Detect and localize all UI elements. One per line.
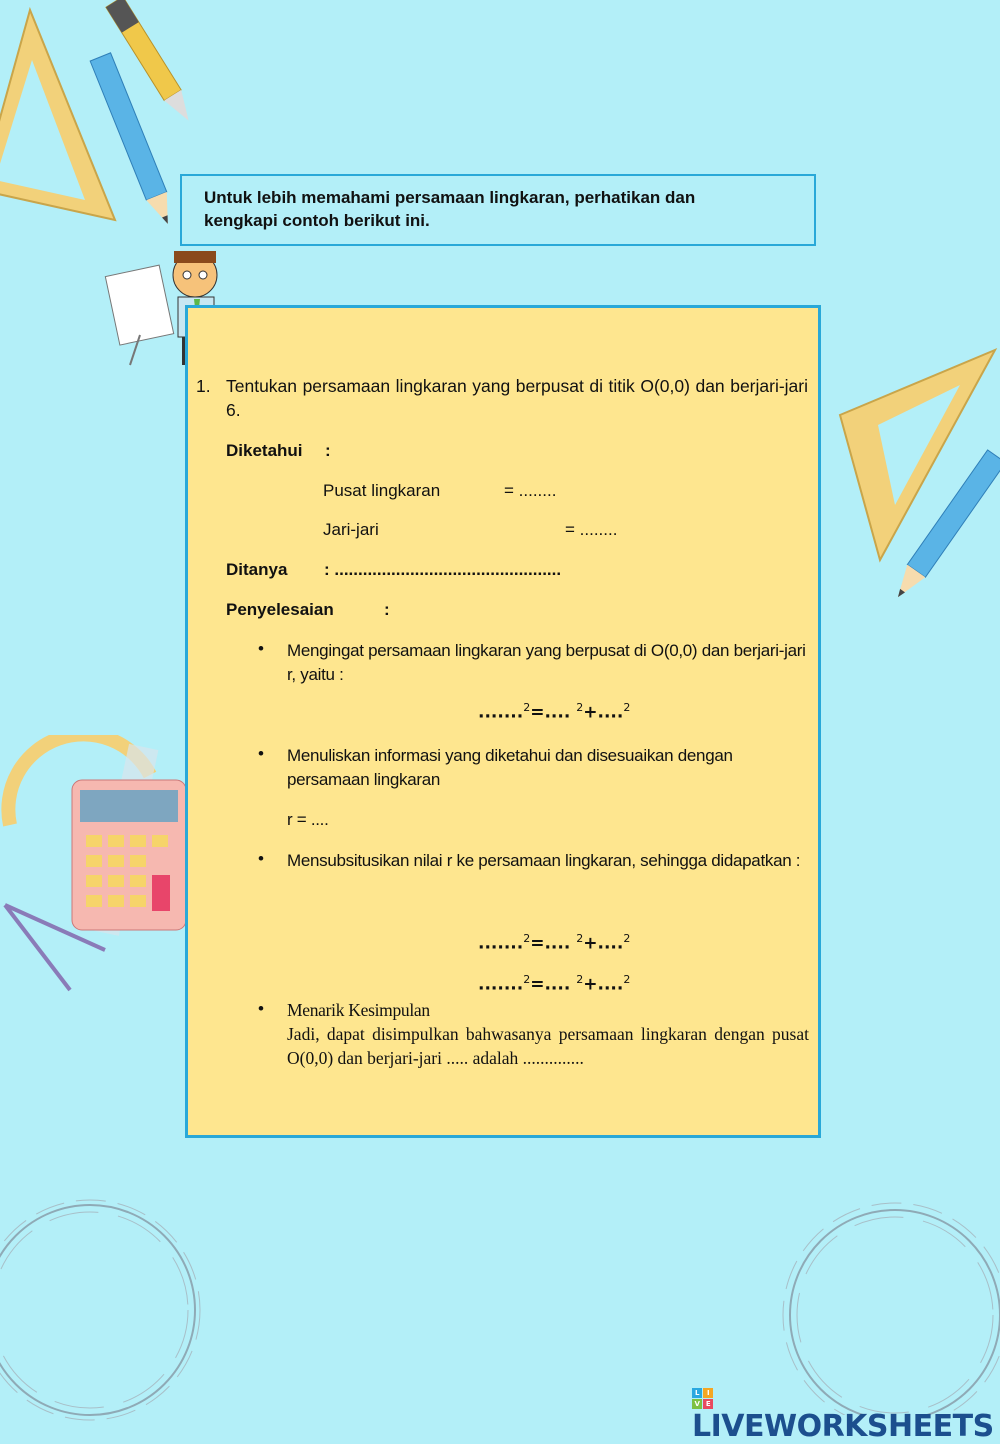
- step2-r-value[interactable]: r = ....: [287, 810, 329, 829]
- liveworksheets-logo-icon: L I V E: [692, 1388, 713, 1409]
- equation-1[interactable]: .......$^2$=.... $^2$+....$^2$: [478, 701, 631, 723]
- step2-text: Menuliskan informasi yang diketahui dan disesuaikan dengan persamaan lingkaran: [287, 746, 733, 789]
- brand-text: LIVEWORKSHEETS: [692, 1409, 994, 1444]
- bullet-step2: •: [258, 744, 264, 763]
- eq1-lhs: .......: [478, 702, 524, 723]
- equation-2[interactable]: .......$^2$=.... $^2$+....$^2$: [478, 932, 631, 954]
- equation-3[interactable]: .......$^2$=.... $^2$+....$^2$: [478, 973, 631, 995]
- bullet-step4: •: [258, 999, 264, 1018]
- pusat-value[interactable]: = ........: [504, 481, 557, 500]
- jari-value[interactable]: = ........: [565, 520, 618, 539]
- step3-text: Mensubsitusikan nilai r ke persamaan lingkaran, sehingga didapatkan :: [287, 851, 801, 870]
- ditanya-value[interactable]: : ................................................: [324, 560, 562, 579]
- step4-conclusion[interactable]: Jadi, dapat disimpulkan bahwasanya persamaan lingkaran dengan pusat O(0,0) dan berjari-jari ..... adalah ..............: [287, 1024, 809, 1068]
- question-text: Tentukan persamaan lingkaran yang berpusat di titik O(0,0) dan berjari-jari 6.: [226, 376, 808, 420]
- intro-text-line1: Untuk lebih memahami persamaan lingkaran, perhatikan dan: [204, 188, 696, 207]
- penyelesaian-colon: :: [384, 600, 390, 619]
- step4-title: Menarik Kesimpulan: [287, 1000, 430, 1020]
- intro-box: [180, 174, 816, 246]
- example-card: [185, 305, 821, 1138]
- intro-text-line2: kengkapi contoh berikut ini.: [204, 211, 430, 230]
- question: [196, 374, 808, 422]
- question-number: 1.: [196, 376, 211, 396]
- bullet-step3: •: [258, 849, 264, 868]
- diketahui-colon: :: [325, 441, 331, 460]
- step1-text: Mengingat persamaan lingkaran yang berpusat di O(0,0) dan berjari-jari r, yaitu :: [287, 641, 806, 684]
- bullet-step1: •: [258, 639, 264, 658]
- liveworksheets-brand: [692, 1372, 1000, 1444]
- pencil-blue-right-icon: [890, 440, 1000, 620]
- diketahui-label: Diketahui: [226, 441, 303, 460]
- pen-yellow-top-icon: [100, 0, 210, 140]
- pusat-label: Pusat lingkaran: [323, 481, 441, 500]
- ditanya-label: Ditanya: [226, 560, 288, 579]
- penyelesaian-label: Penyelesaian: [226, 600, 334, 619]
- calculator-icon: [0, 735, 190, 1005]
- jari-label: Jari-jari: [323, 520, 379, 539]
- circle-decoration-left-icon: [0, 1170, 240, 1430]
